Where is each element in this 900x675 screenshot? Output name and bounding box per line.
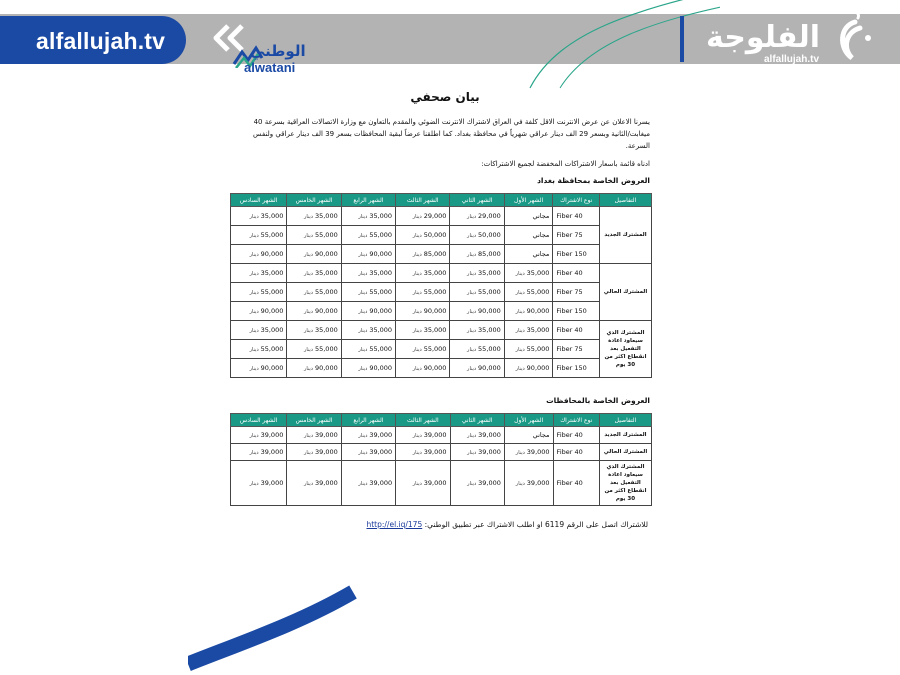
price-cell (287, 444, 341, 461)
price-value: 39,000 (369, 431, 393, 439)
price-value: 55,000 (314, 288, 338, 296)
package-name: Fiber 40 (553, 321, 600, 340)
currency-label: دينار (358, 252, 368, 258)
price-cell (287, 245, 341, 264)
currency-label: دينار (249, 450, 259, 456)
price-cell (396, 207, 450, 226)
price-value: 35,000 (314, 326, 338, 334)
price-cell (231, 461, 287, 506)
price-value: 55,000 (260, 288, 284, 296)
package-name: Fiber 40 (553, 461, 599, 506)
price-cell (231, 207, 287, 226)
price-cell (396, 444, 450, 461)
price-cell (341, 444, 395, 461)
price-cell (231, 321, 287, 340)
column-header: الشهر السادس (231, 194, 287, 207)
currency-label: دينار (303, 290, 314, 296)
package-name: Fiber 40 (553, 427, 599, 444)
currency-label: دينار (358, 328, 368, 334)
currency-label: دينار (412, 233, 422, 239)
table-row (231, 302, 652, 321)
price-cell (287, 207, 341, 226)
currency-label: دينار (412, 214, 422, 220)
price-value: 35,000 (260, 326, 284, 334)
price-cell (231, 245, 287, 264)
price-value: 35,000 (314, 269, 338, 277)
currency-label: دينار (412, 309, 422, 315)
price-cell (287, 264, 341, 283)
provinces-offers-table (230, 413, 652, 506)
price-cell (396, 302, 450, 321)
currency-label: دينار (249, 433, 259, 439)
price-cell (287, 302, 341, 321)
price-cell (231, 264, 287, 283)
currency-label: دينار (467, 271, 477, 277)
currency-label: دينار (515, 347, 525, 353)
table-row (231, 444, 652, 461)
price-cell (396, 427, 450, 444)
price-value: 35,000 (478, 326, 501, 334)
price-value: 55,000 (369, 288, 393, 296)
currency-label: دينار (467, 481, 477, 487)
price-cell (504, 226, 553, 245)
price-value: 90,000 (478, 364, 501, 372)
alwatani-logo-arabic: الوطني (250, 42, 306, 60)
currency-label: دينار (467, 433, 477, 439)
currency-label: دينار (249, 347, 259, 353)
price-cell (450, 283, 504, 302)
price-cell (341, 226, 395, 245)
contact-text: للاشتراك اتصل على الرقم 6119 او اطلب الاشتراك عبر تطبيق الوطني: (424, 520, 648, 529)
price-value: 55,000 (369, 231, 393, 239)
doc-intro: يسرنا الاعلان عن عرض الانترنت الاقل كلفة في العراق لاشتراك الانترنت الضوئي والمقدم بالتعاون مع وزارة الاتصالات العراقية بسرعة 40 ميغابت/الثانية وبسعر 29 الف دينار عراقي شهرياً في محافظة بغداد. كما اطلقنا عرضاً لبقية المحافظات بسعر 39 الف دينار عراقي ولنفس السرعة. (253, 118, 650, 150)
currency-label: دينار (412, 433, 422, 439)
price-value: 50,000 (478, 231, 501, 239)
subscriber-category: المشترك الجديد (599, 207, 651, 264)
currency-label: دينار (303, 366, 314, 372)
price-value: مجاني (532, 250, 550, 258)
price-value: 39,000 (423, 448, 447, 456)
currency-label: دينار (467, 366, 477, 372)
price-cell (341, 321, 395, 340)
table-row (231, 226, 652, 245)
package-name: Fiber 40 (553, 264, 600, 283)
price-value: 55,000 (478, 288, 501, 296)
price-value: 90,000 (314, 307, 338, 315)
alwatani-logo-english: alwatani (244, 60, 296, 75)
currency-label: دينار (249, 214, 259, 220)
currency-label: دينار (303, 233, 314, 239)
price-cell (450, 444, 504, 461)
currency-label: دينار (249, 290, 259, 296)
column-header: التفاصيل (599, 194, 651, 207)
subscriber-category: المشترك الذي سيعاود اعادة التفعيل بعد انقطاع اكثر من 30 يوم (599, 321, 651, 378)
price-cell (341, 264, 395, 283)
price-value: 55,000 (423, 345, 447, 353)
currency-label: دينار (412, 481, 422, 487)
price-cell (450, 321, 504, 340)
price-value: 39,000 (423, 431, 447, 439)
price-cell (396, 461, 450, 506)
provinces-section-title: العروض الخاصة بالمحافظات (546, 396, 650, 405)
currency-label: دينار (249, 233, 259, 239)
price-cell (450, 264, 504, 283)
table-row (231, 340, 652, 359)
top-banner (0, 0, 900, 76)
currency-label: دينار (249, 309, 259, 315)
tv-logo-arabic: الفلوجة (706, 20, 821, 55)
price-value: 39,000 (314, 479, 338, 487)
currency-label: دينار (412, 347, 422, 353)
currency-label: دينار (303, 214, 314, 220)
price-value: 90,000 (260, 250, 284, 258)
price-cell (287, 340, 341, 359)
column-header: التفاصيل (599, 414, 651, 427)
price-value: 90,000 (369, 250, 393, 258)
price-cell (341, 461, 395, 506)
currency-label: دينار (303, 271, 314, 277)
price-cell (504, 283, 553, 302)
price-value: 39,000 (314, 431, 338, 439)
currency-label: دينار (303, 433, 314, 439)
price-value: 29,000 (423, 212, 447, 220)
package-name: Fiber 40 (553, 444, 599, 461)
price-value: مجاني (532, 231, 550, 239)
currency-label: دينار (303, 309, 314, 315)
price-value: 90,000 (423, 364, 447, 372)
price-cell (287, 283, 341, 302)
currency-label: دينار (515, 290, 525, 296)
price-cell (450, 302, 504, 321)
price-value: 35,000 (260, 212, 284, 220)
price-cell (396, 264, 450, 283)
price-value: 90,000 (478, 307, 501, 315)
column-header: نوع الاشتراك (553, 194, 600, 207)
currency-label: دينار (358, 347, 368, 353)
price-cell (504, 302, 553, 321)
table-row (231, 427, 652, 444)
price-cell (450, 359, 504, 378)
price-value: 39,000 (260, 479, 284, 487)
currency-label: دينار (358, 366, 368, 372)
package-name: Fiber 75 (553, 226, 600, 245)
currency-label: دينار (467, 214, 477, 220)
column-header: الشهر الخامس (287, 414, 341, 427)
price-value: 35,000 (369, 212, 393, 220)
column-header: الشهر السادس (231, 414, 287, 427)
price-value: 90,000 (369, 307, 393, 315)
price-cell (287, 359, 341, 378)
table-header-row (231, 194, 652, 207)
currency-label: دينار (515, 309, 525, 315)
price-cell (341, 302, 395, 321)
table-row (231, 264, 652, 283)
price-cell (287, 461, 341, 506)
price-value: 85,000 (423, 250, 447, 258)
currency-label: دينار (412, 366, 422, 372)
table-row (231, 207, 652, 226)
price-cell (450, 226, 504, 245)
currency-label: دينار (515, 366, 525, 372)
price-cell (341, 427, 395, 444)
price-value: مجاني (532, 431, 550, 439)
price-value: 55,000 (526, 345, 550, 353)
column-header: الشهر الرابع (341, 194, 395, 207)
price-value: 55,000 (314, 345, 338, 353)
price-value: 39,000 (478, 431, 501, 439)
decorative-swoosh (188, 584, 358, 675)
package-name: Fiber 150 (553, 359, 600, 378)
table-row (231, 461, 652, 506)
price-value: 39,000 (478, 448, 501, 456)
price-value: 55,000 (478, 345, 501, 353)
fallujah-emblem-icon (830, 8, 880, 68)
price-cell (450, 340, 504, 359)
baghdad-offers-table (230, 193, 652, 378)
doc-title: بيان صحفي (410, 90, 480, 104)
site-name[interactable]: alfallujah.tv (36, 28, 166, 54)
price-value: 39,000 (423, 479, 447, 487)
column-header: الشهر الثاني (450, 414, 504, 427)
price-cell (504, 444, 553, 461)
currency-label: دينار (303, 481, 314, 487)
currency-label: دينار (358, 481, 368, 487)
column-header: الشهر الأول (504, 194, 553, 207)
currency-label: دينار (467, 328, 477, 334)
price-value: 35,000 (369, 269, 393, 277)
contact-line (230, 520, 660, 529)
price-value: 39,000 (314, 448, 338, 456)
price-cell (341, 245, 395, 264)
price-value: 39,000 (260, 431, 284, 439)
subscriber-category: المشترك الذي سيعاود اعادة التفعيل بعد انقطاع اكثر من 30 يوم (599, 461, 651, 506)
price-cell (231, 283, 287, 302)
price-value: 35,000 (526, 269, 550, 277)
price-cell (504, 461, 553, 506)
currency-label: دينار (412, 328, 422, 334)
price-cell (341, 207, 395, 226)
price-cell (504, 264, 553, 283)
price-cell (396, 340, 450, 359)
package-name: Fiber 150 (553, 302, 600, 321)
package-name: Fiber 150 (553, 245, 600, 264)
price-cell (231, 302, 287, 321)
currency-label: دينار (303, 347, 314, 353)
price-cell (231, 427, 287, 444)
price-value: 55,000 (260, 345, 284, 353)
currency-label: دينار (358, 290, 368, 296)
price-value: 55,000 (314, 231, 338, 239)
currency-label: دينار (467, 450, 477, 456)
price-value: 55,000 (423, 288, 447, 296)
column-header: الشهر الأول (504, 414, 553, 427)
currency-label: دينار (249, 481, 259, 487)
currency-label: دينار (467, 252, 477, 258)
table-row (231, 359, 652, 378)
column-header: الشهر الثالث (396, 414, 450, 427)
decorative-arcs (520, 0, 720, 90)
price-cell (504, 427, 553, 444)
price-cell (287, 226, 341, 245)
press-release-document (230, 84, 660, 529)
price-cell (450, 245, 504, 264)
currency-label: دينار (303, 328, 314, 334)
price-cell (450, 427, 504, 444)
currency-label: دينار (249, 252, 259, 258)
currency-label: دينار (467, 309, 477, 315)
price-value: 55,000 (260, 231, 284, 239)
package-name: Fiber 75 (553, 283, 600, 302)
price-cell (231, 359, 287, 378)
currency-label: دينار (249, 366, 259, 372)
subscriber-category: المشترك الجديد (599, 427, 651, 444)
price-value: 35,000 (314, 212, 338, 220)
baghdad-section-title: العروض الخاصة بمحافظة بغداد (537, 176, 650, 185)
currency-label: دينار (358, 214, 368, 220)
column-header: نوع الاشتراك (553, 414, 599, 427)
currency-label: دينار (358, 433, 368, 439)
price-cell (504, 207, 553, 226)
price-cell (341, 283, 395, 302)
currency-label: دينار (515, 450, 525, 456)
price-value: 55,000 (526, 288, 550, 296)
price-value: 35,000 (260, 269, 284, 277)
currency-label: دينار (515, 328, 525, 334)
price-cell (396, 359, 450, 378)
price-cell (450, 207, 504, 226)
banner-divider (680, 16, 684, 62)
currency-label: دينار (412, 271, 422, 277)
price-value: 35,000 (526, 326, 550, 334)
column-header: الشهر الثالث (396, 194, 450, 207)
price-value: مجاني (532, 212, 550, 220)
subscribe-link[interactable]: http://el.iq/175 (366, 520, 423, 529)
price-cell (504, 321, 553, 340)
price-value: 90,000 (314, 364, 338, 372)
doc-list-note: ادناه قائمة باسعار الاشتراكات المخفضة لجميع الاشتراكات: (481, 160, 650, 168)
price-cell (287, 427, 341, 444)
currency-label: دينار (467, 290, 477, 296)
currency-label: دينار (515, 271, 525, 277)
price-value: 90,000 (369, 364, 393, 372)
price-cell (341, 359, 395, 378)
currency-label: دينار (467, 347, 477, 353)
currency-label: دينار (412, 290, 422, 296)
currency-label: دينار (249, 271, 259, 277)
currency-label: دينار (358, 233, 368, 239)
price-value: 90,000 (526, 364, 550, 372)
price-value: 90,000 (423, 307, 447, 315)
currency-label: دينار (358, 450, 368, 456)
package-name: Fiber 75 (553, 340, 600, 359)
price-cell (504, 359, 553, 378)
price-value: 29,000 (478, 212, 501, 220)
price-value: 39,000 (526, 479, 550, 487)
price-cell (396, 226, 450, 245)
price-value: 90,000 (314, 250, 338, 258)
price-value: 90,000 (526, 307, 550, 315)
price-cell (396, 283, 450, 302)
currency-label: دينار (303, 450, 314, 456)
currency-label: دينار (358, 309, 368, 315)
tv-logo-english: alfallujah.tv (764, 54, 820, 65)
price-value: 35,000 (369, 326, 393, 334)
subscriber-category: المشترك الحالي (599, 264, 651, 321)
price-value: 39,000 (526, 448, 550, 456)
column-header: الشهر الخامس (287, 194, 341, 207)
price-cell (396, 321, 450, 340)
price-value: 35,000 (478, 269, 501, 277)
table-row (231, 283, 652, 302)
table-row (231, 245, 652, 264)
price-value: 35,000 (423, 269, 447, 277)
price-value: 90,000 (260, 307, 284, 315)
price-value: 39,000 (369, 448, 393, 456)
price-cell (504, 340, 553, 359)
currency-label: دينار (358, 271, 368, 277)
column-header: الشهر الثاني (450, 194, 504, 207)
price-cell (287, 321, 341, 340)
package-name: Fiber 40 (553, 207, 600, 226)
currency-label: دينار (515, 481, 525, 487)
price-value: 39,000 (369, 479, 393, 487)
currency-label: دينار (303, 252, 314, 258)
price-value: 35,000 (423, 326, 447, 334)
price-value: 50,000 (423, 231, 447, 239)
price-cell (504, 245, 553, 264)
currency-label: دينار (412, 252, 422, 258)
table-header-row (231, 414, 652, 427)
currency-label: دينار (412, 450, 422, 456)
price-cell (341, 340, 395, 359)
price-value: 39,000 (260, 448, 284, 456)
price-value: 55,000 (369, 345, 393, 353)
currency-label: دينار (249, 328, 259, 334)
price-value: 90,000 (260, 364, 284, 372)
column-header: الشهر الرابع (341, 414, 395, 427)
price-value: 85,000 (478, 250, 501, 258)
price-cell (231, 444, 287, 461)
price-cell (231, 340, 287, 359)
price-value: 39,000 (478, 479, 501, 487)
table-row (231, 321, 652, 340)
price-cell (450, 461, 504, 506)
subscriber-category: المشترك الحالي (599, 444, 651, 461)
currency-label: دينار (467, 233, 477, 239)
price-cell (396, 245, 450, 264)
price-cell (231, 226, 287, 245)
